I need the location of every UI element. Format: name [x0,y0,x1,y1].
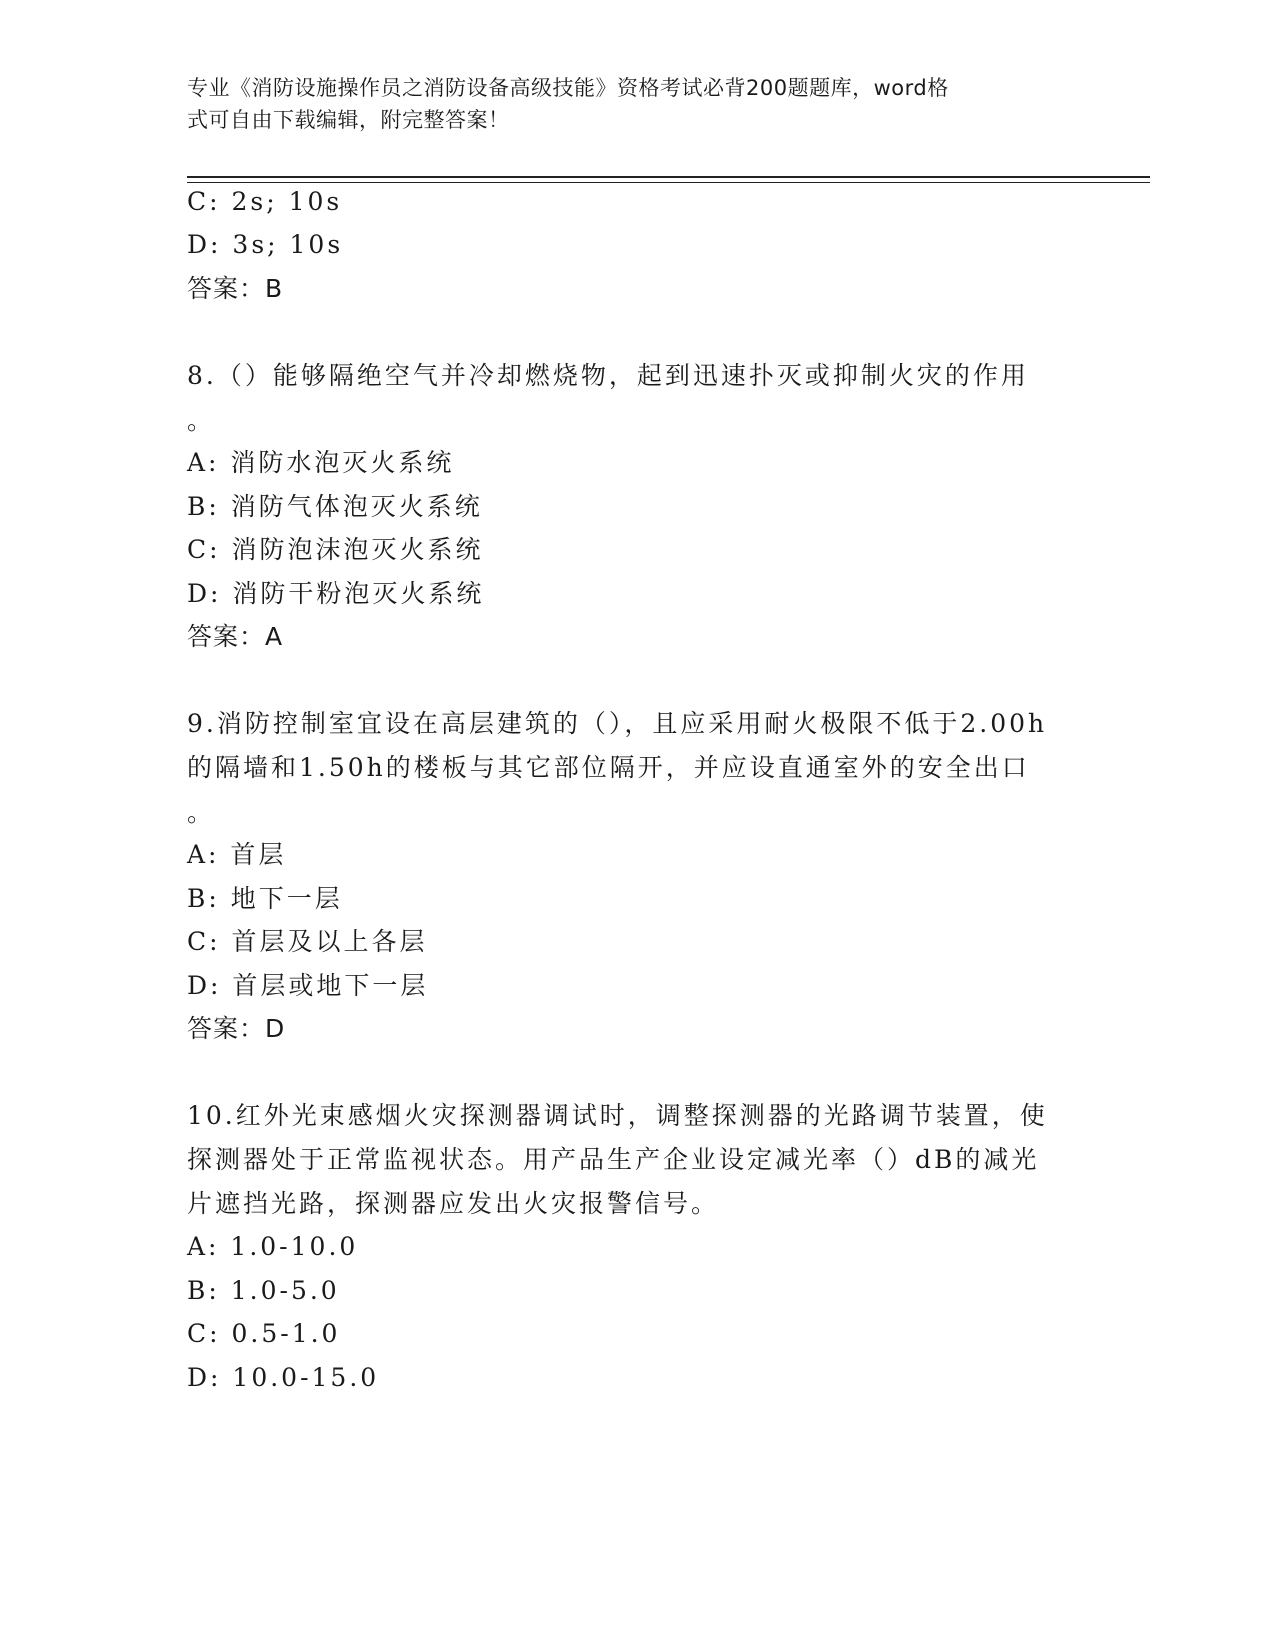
q9-stem-line-2: 的隔墙和1.50h的楼板与其它部位隔开，并应设直通室外的安全出口 [187,753,1030,782]
q8-option-d: D: 消防干粉泡灭火系统 [187,579,485,608]
header-line-2: 式可自由下载编辑，附完整答案！ [187,108,510,132]
q8-stem-line-2: 。 [187,406,216,435]
q9-stem-line-1: 9.消防控制室宜设在高层建筑的（），且应采用耐火极限不低于2.00h [187,709,1048,738]
q9-stem-line-3: 。 [187,798,216,827]
q8-answer: 答案：A [187,622,284,651]
q10-option-b: B: 1.0-5.0 [187,1276,340,1305]
header-divider [187,176,1150,178]
q10-stem-line-2: 探测器处于正常监视状态。用产品生产企业设定减光率（）dB的减光 [187,1145,1040,1174]
q9-answer: 答案：D [187,1014,286,1043]
q10-option-a: A: 1.0-10.0 [187,1232,359,1261]
q7-option-c: C: 2s; 10s [187,187,343,216]
q9-option-b: B: 地下一层 [187,884,343,913]
q8-stem-line-1: 8.（）能够隔绝空气并冷却燃烧物，起到迅速扑灭或抑制火灾的作用 [187,361,1029,390]
q10-stem-line-1: 10.红外光束感烟火灾探测器调试时，调整探测器的光路调节装置，使 [187,1101,1048,1130]
q10-option-c: C: 0.5-1.0 [187,1319,341,1348]
q7-answer: 答案：B [187,274,284,303]
q9-option-a: A: 首层 [187,840,287,869]
q8-option-c: C: 消防泡沫泡灭火系统 [187,535,484,564]
page-header [187,72,1067,136]
q9-option-c: C: 首层及以上各层 [187,927,428,956]
q9-option-d: D: 首层或地下一层 [187,971,429,1000]
q10-option-d: D: 10.0-15.0 [187,1363,380,1392]
q7-option-d: D: 3s; 10s [187,230,344,259]
q8-option-b: B: 消防气体泡灭火系统 [187,492,483,521]
header-line-1: 专业《消防设施操作员之消防设备高级技能》资格考试必背200题题库，word格 [187,76,949,100]
q10-stem-line-3: 片遮挡光路，探测器应发出火灾报警信号。 [187,1189,720,1218]
q8-option-a: A: 消防水泡灭火系统 [187,448,455,477]
